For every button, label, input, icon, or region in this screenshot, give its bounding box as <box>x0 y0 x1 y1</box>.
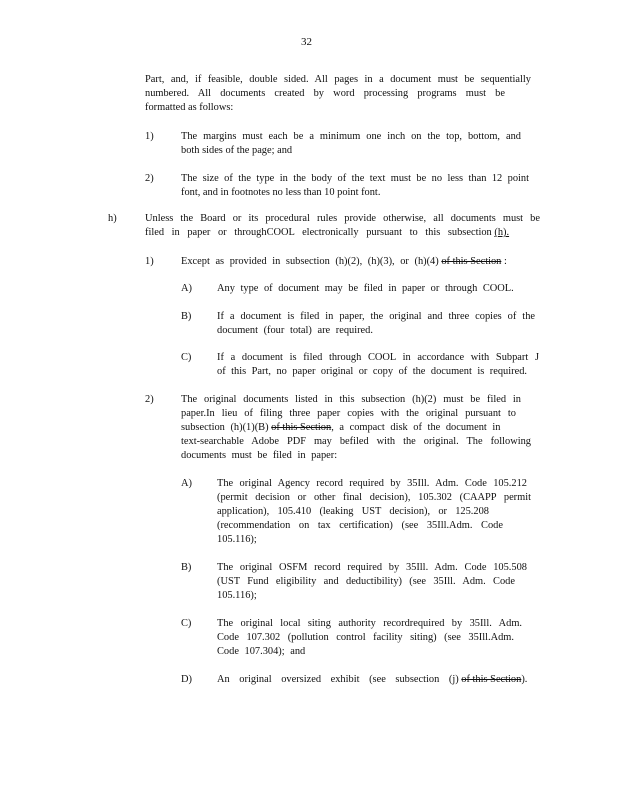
item-h2-C-label: C) <box>181 618 192 629</box>
item-h2-line-1: The original documents listed in this subsection (h)(2) must be filed in <box>181 394 521 405</box>
item-h2-A-line-3: application), 105.410 (leaking UST decision), or 125.208 <box>217 506 489 517</box>
format-item-1-line-1: The margins must each be a minimum one inch on the top, bottom, and <box>181 131 521 142</box>
section-h-line-2 <box>145 226 509 239</box>
item-h1-B-line-1: If a document is filed in paper, the original and three copies of the <box>217 311 535 322</box>
section-h-label: h) <box>108 213 117 224</box>
item-h2-D-label: D) <box>181 674 192 685</box>
item-h2-B-line-3: 105.116); <box>217 590 257 601</box>
item-h1-C-label: C) <box>181 352 192 363</box>
format-item-1-line-2: both sides of the page; and <box>181 145 293 156</box>
item-h2-D-trail: ). <box>521 674 528 685</box>
item-h2-B-line-1: The original OSFM record required by 35Ill. Adm. Code 105.508 <box>217 562 527 573</box>
format-item-2-line-2: font, and in footnotes no less than 10 point font. <box>181 187 381 198</box>
item-h1-A-line-1: Any type of document may be filed in paper or through COOL. <box>217 283 514 294</box>
item-h2-line-3-pre: subsection (h)(1)(B) <box>181 422 269 433</box>
item-h2-A-line-2: (permit decision or other final decision), 105.302 (CAAPP permit <box>217 492 531 503</box>
item-h1-A-label: A) <box>181 283 192 294</box>
item-h1-label: 1) <box>145 256 154 267</box>
item-h2-A-label: A) <box>181 478 192 489</box>
item-h2-C-line-2: Code 107.302 (pollution control facility siting) (see 35Ill.Adm. <box>217 632 514 643</box>
format-item-2-label: 2) <box>145 173 154 184</box>
item-h2-line-2: paper.In lieu of filing three paper copies with the original pursuant to <box>181 408 516 419</box>
page-number: 32 <box>301 36 312 48</box>
item-h2-line-3-post: , a compact disk of the document in <box>331 422 501 433</box>
item-h2-line-4: text-searchable Adobe PDF may befiled with the original. The following <box>181 436 531 447</box>
format-item-2-line-1: The size of the type in the body of the text must be no less than 12 point <box>181 173 529 184</box>
item-h2-line-5: documents must be filed in paper: <box>181 450 338 461</box>
item-h2-A-line-1: The original Agency record required by 35Ill. Adm. Code 105.212 <box>217 478 527 489</box>
item-h2-D-text: An original oversized exhibit (see subsection (j) <box>217 674 459 685</box>
item-h2-struck-text: of this Section <box>271 422 332 433</box>
item-h2-A-line-5: 105.116); <box>217 534 257 545</box>
item-h2-label: 2) <box>145 394 154 405</box>
intro-line-2: numbered. All documents created by word processing programs must be <box>145 88 505 99</box>
item-h2-D-line <box>217 673 527 686</box>
item-h2-A-line-4: (recommendation on tax certification) (see 35Ill.Adm. Code <box>217 520 503 531</box>
item-h1-trail: : <box>503 256 507 267</box>
item-h2-C-line-3: Code 107.304); and <box>217 646 306 657</box>
item-h1-B-label: B) <box>181 311 192 322</box>
item-h1-text: Except as provided in subsection (h)(2), (h)(3), or (h)(4) <box>181 256 439 267</box>
intro-line-1: Part, and, if feasible, double sided. All pages in a document must be sequentially <box>145 74 531 85</box>
item-h1-C-line-1: If a document is filed through COOL in accordance with Subpart J <box>217 352 539 363</box>
intro-line-3: formatted as follows: <box>145 102 234 113</box>
item-h2-D-struck-text: of this Section <box>461 674 522 685</box>
section-h-line-2-text: filed in paper or throughCOOL electronically pursuant to this subsection <box>145 227 492 238</box>
section-h-subsection-ref: (h). <box>494 227 510 238</box>
item-h1-B-line-2: document (four total) are required. <box>217 325 373 336</box>
item-h2-B-label: B) <box>181 562 192 573</box>
item-h1-struck-text: of this Section <box>441 256 502 267</box>
item-h1-C-line-2: of this Part, no paper original or copy of the document is required. <box>217 366 527 377</box>
item-h1-line <box>181 255 507 268</box>
item-h2-B-line-2: (UST Fund eligibility and deductibility) (see 35Ill. Adm. Code <box>217 576 515 587</box>
item-h2-line-3 <box>181 421 501 434</box>
format-item-1-label: 1) <box>145 131 154 142</box>
section-h-line-1: Unless the Board or its procedural rules provide otherwise, all documents must be <box>145 213 540 224</box>
item-h2-C-line-1: The original local siting authority recordrequired by 35Ill. Adm. <box>217 618 522 629</box>
